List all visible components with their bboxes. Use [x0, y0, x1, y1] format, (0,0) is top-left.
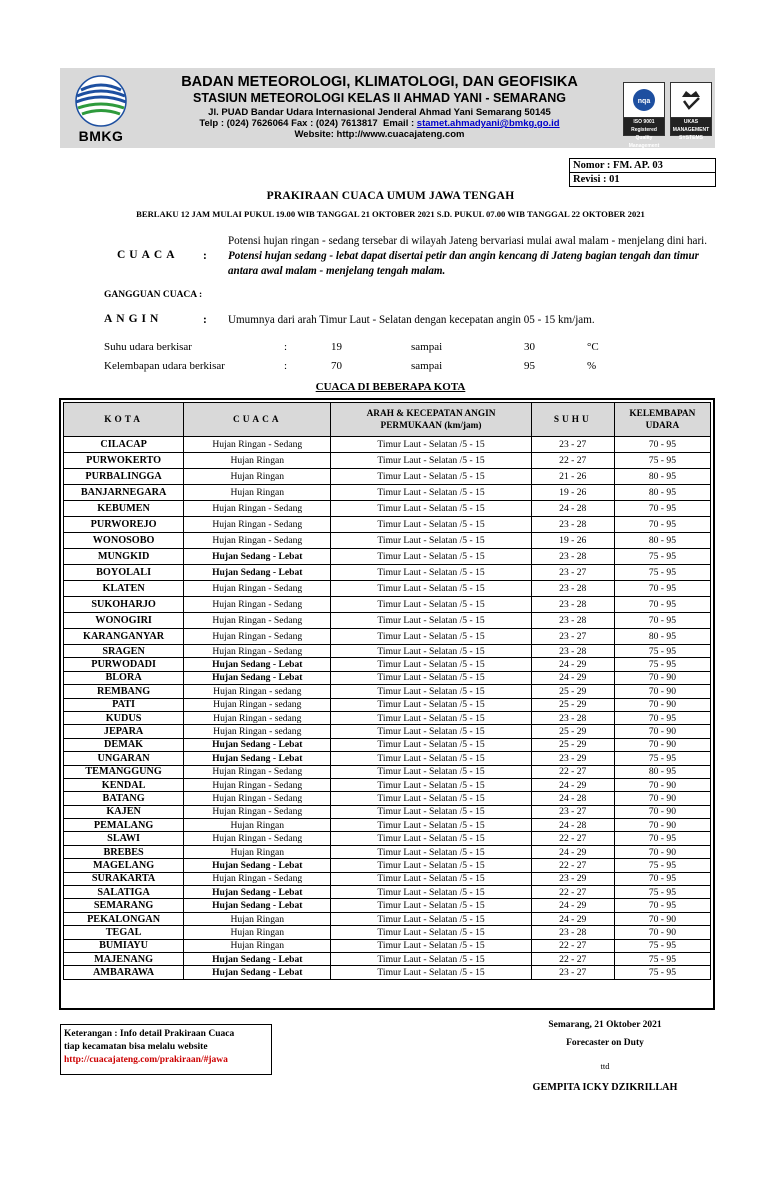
angin-cell: Timur Laut - Selatan /5 - 15 — [331, 501, 531, 517]
suhu-cell: 19 - 26 — [531, 533, 614, 549]
table-row — [64, 765, 711, 778]
kelembapan-cell: 70 - 95 — [614, 501, 710, 517]
suhu-colon: : — [284, 341, 288, 353]
angin-description: Umumnya dari arah Timur Laut - Selatan dengan kecepatan angin 05 - 15 km/jam. — [228, 314, 595, 326]
phone-fax: Telp : (024) 7626064 Fax : (024) 7613817 — [199, 118, 378, 129]
letterhead-text — [152, 74, 607, 140]
table-row — [64, 899, 711, 912]
suhu-cell: 22 - 27 — [531, 952, 614, 965]
cuaca-cell: Hujan Sedang - Lebat — [184, 952, 331, 965]
cuaca-cell: Hujan Ringan — [184, 453, 331, 469]
cuaca-cell: Hujan Ringan - Sedang — [184, 832, 331, 845]
cuaca-cell: Hujan Ringan - Sedang — [184, 805, 331, 818]
keterangan-link[interactable]: http://cuacajateng.com/prakiraan/#jawa — [64, 1055, 228, 1065]
suhu-cell: 23 - 28 — [531, 517, 614, 533]
kelembapan-cell: 75 - 95 — [614, 549, 710, 565]
validity-period: BERLAKU 12 JAM MULAI PUKUL 19.00 WIB TANGGAL 21 OKTOBER 2021 S.D. PUKUL 07.00 WIB TANGGAL 22 OKTOBER 2021 — [136, 209, 645, 219]
kota-cell: SALATIGA — [64, 886, 184, 899]
angin-cell: Timur Laut - Selatan /5 - 15 — [331, 517, 531, 533]
kelembapan-cell: 70 - 90 — [614, 926, 710, 939]
angin-cell: Timur Laut - Selatan /5 - 15 — [331, 765, 531, 778]
cuaca-cell: Hujan Ringan - Sedang — [184, 501, 331, 517]
revisi: Revisi : 01 — [573, 174, 620, 185]
kota-cell: TEGAL — [64, 926, 184, 939]
document-reference-box — [569, 158, 716, 187]
table-title — [0, 381, 781, 393]
kota-cell: BLORA — [64, 671, 184, 684]
angin-cell: Timur Laut - Selatan /5 - 15 — [331, 832, 531, 845]
suhu-cell: 22 - 27 — [531, 886, 614, 899]
table-row — [64, 671, 711, 684]
table-row — [64, 952, 711, 965]
kota-cell: PEKALONGAN — [64, 912, 184, 925]
table-row — [64, 629, 711, 645]
table-row — [64, 533, 711, 549]
kelembapan-cell: 70 - 95 — [614, 872, 710, 885]
kelembapan-cell: 70 - 95 — [614, 899, 710, 912]
table-row — [64, 517, 711, 533]
angin-cell: Timur Laut - Selatan /5 - 15 — [331, 725, 531, 738]
suhu-cell: 23 - 28 — [531, 926, 614, 939]
table-body — [64, 437, 711, 980]
table-row — [64, 485, 711, 501]
kelembapan-cell: 70 - 90 — [614, 805, 710, 818]
forecast-table-frame — [59, 398, 715, 1010]
cuaca-cell: Hujan Sedang - Lebat — [184, 752, 331, 765]
suhu-min: 19 — [331, 341, 342, 353]
header-kelembapan: KELEMBAPAN UDARA — [614, 403, 710, 437]
table-row — [64, 912, 711, 925]
cuaca-description — [228, 234, 710, 279]
place-date: Semarang, 21 Oktober 2021 — [548, 1020, 662, 1030]
table-row — [64, 792, 711, 805]
kelembapan-cell: 80 - 95 — [614, 629, 710, 645]
keterangan-line1: Keterangan : Info detail Prakiraan Cuaca — [64, 1029, 235, 1039]
table-row — [64, 845, 711, 858]
kota-cell: REMBANG — [64, 685, 184, 698]
cuaca-cell: Hujan Ringan - Sedang — [184, 517, 331, 533]
suhu-cell: 23 - 29 — [531, 872, 614, 885]
angin-cell: Timur Laut - Selatan /5 - 15 — [331, 711, 531, 724]
kota-cell: WONOSOBO — [64, 533, 184, 549]
suhu-cell: 23 - 27 — [531, 966, 614, 979]
cuaca-cell: Hujan Ringan - Sedang — [184, 597, 331, 613]
cuaca-cell: Hujan Ringan - sedang — [184, 698, 331, 711]
kota-cell: CILACAP — [64, 437, 184, 453]
suhu-cell: 23 - 28 — [531, 549, 614, 565]
kelembapan-cell: 70 - 95 — [614, 581, 710, 597]
kota-cell: PATI — [64, 698, 184, 711]
table-row — [64, 832, 711, 845]
kota-cell: BREBES — [64, 845, 184, 858]
kota-cell: AMBARAWA — [64, 966, 184, 979]
logo-text: BMKG — [78, 128, 124, 144]
table-row — [64, 581, 711, 597]
header-kota: KOTA — [64, 403, 184, 437]
kelembapan-cell: 70 - 90 — [614, 698, 710, 711]
kelembapan-cell: 75 - 95 — [614, 645, 710, 658]
kelembapan-cell: 70 - 90 — [614, 912, 710, 925]
angin-cell: Timur Laut - Selatan /5 - 15 — [331, 926, 531, 939]
header-cuaca: CUACA — [184, 403, 331, 437]
kelembapan-cell: 70 - 95 — [614, 613, 710, 629]
kota-cell: SUKOHARJO — [64, 597, 184, 613]
cuaca-cell: Hujan Ringan — [184, 469, 331, 485]
kota-cell: SEMARANG — [64, 899, 184, 912]
iso-certificate-badge — [623, 82, 665, 149]
kelembapan-cell: 70 - 90 — [614, 778, 710, 791]
kelembapan-label: Kelembapan udara berkisar — [104, 360, 225, 372]
table-row — [64, 645, 711, 658]
angin-cell: Timur Laut - Selatan /5 - 15 — [331, 845, 531, 858]
kota-cell: SLAWI — [64, 832, 184, 845]
angin-cell: Timur Laut - Selatan /5 - 15 — [331, 453, 531, 469]
suhu-cell: 19 - 26 — [531, 485, 614, 501]
angin-cell: Timur Laut - Selatan /5 - 15 — [331, 792, 531, 805]
kelembapan-cell: 75 - 95 — [614, 453, 710, 469]
kota-cell: KEBUMEN — [64, 501, 184, 517]
kota-cell: KAJEN — [64, 805, 184, 818]
cuaca-cell: Hujan Ringan - Sedang — [184, 872, 331, 885]
suhu-cell: 22 - 27 — [531, 832, 614, 845]
kelembapan-unit: % — [587, 360, 597, 372]
angin-cell: Timur Laut - Selatan /5 - 15 — [331, 597, 531, 613]
kota-cell: MAGELANG — [64, 859, 184, 872]
cuaca-cell: Hujan Ringan — [184, 485, 331, 501]
kelembapan-cell: 70 - 95 — [614, 517, 710, 533]
angin-cell: Timur Laut - Selatan /5 - 15 — [331, 581, 531, 597]
table-row — [64, 738, 711, 751]
kota-cell: TEMANGGUNG — [64, 765, 184, 778]
table-row — [64, 711, 711, 724]
kota-cell: BANJARNEGARA — [64, 485, 184, 501]
kelembapan-cell: 70 - 90 — [614, 792, 710, 805]
suhu-cell: 23 - 27 — [531, 565, 614, 581]
angin-cell: Timur Laut - Selatan /5 - 15 — [331, 738, 531, 751]
angin-cell: Timur Laut - Selatan /5 - 15 — [331, 629, 531, 645]
angin-cell: Timur Laut - Selatan /5 - 15 — [331, 872, 531, 885]
kelembapan-max: 95 — [524, 360, 535, 372]
cuaca-cell: Hujan Sedang - Lebat — [184, 966, 331, 979]
kota-cell: KLATEN — [64, 581, 184, 597]
suhu-cell: 23 - 28 — [531, 645, 614, 658]
kota-cell: SURAKARTA — [64, 872, 184, 885]
email-label: Email : — [382, 118, 415, 129]
angin-cell: Timur Laut - Selatan /5 - 15 — [331, 533, 531, 549]
agency-name: BADAN METEOROLOGI, KLIMATOLOGI, DAN GEOFISIKA — [181, 74, 578, 90]
forecaster-name: GEMPITA ICKY DZIKRILLAH — [532, 1082, 678, 1093]
table-header-row — [64, 403, 711, 437]
cuaca-cell: Hujan Ringan - Sedang — [184, 645, 331, 658]
forecaster-role: Forecaster on Duty — [566, 1038, 644, 1048]
table-row — [64, 501, 711, 517]
kota-cell: JEPARA — [64, 725, 184, 738]
kelembapan-cell: 75 - 95 — [614, 966, 710, 979]
cuaca-cell: Hujan Ringan - Sedang — [184, 533, 331, 549]
kelembapan-cell: 75 - 95 — [614, 886, 710, 899]
suhu-cell: 22 - 27 — [531, 939, 614, 952]
suhu-cell: 23 - 27 — [531, 629, 614, 645]
suhu-cell: 24 - 29 — [531, 671, 614, 684]
angin-cell: Timur Laut - Selatan /5 - 15 — [331, 752, 531, 765]
email-link[interactable]: stamet.ahmadyani@bmkg.go.id — [416, 118, 560, 129]
kota-cell: KUDUS — [64, 711, 184, 724]
kota-cell: PURBALINGGA — [64, 469, 184, 485]
keterangan-line2: tiap kecamatan bisa melalu website — [64, 1042, 208, 1052]
table-row — [64, 698, 711, 711]
kelembapan-sampai: sampai — [411, 360, 443, 372]
ukas-certificate-badge — [670, 82, 712, 141]
angin-cell: Timur Laut - Selatan /5 - 15 — [331, 912, 531, 925]
kelembapan-cell: 70 - 90 — [614, 819, 710, 832]
cuaca-cell: Hujan Ringan — [184, 819, 331, 832]
ukas-crown-tick-icon — [678, 87, 704, 113]
table-row — [64, 613, 711, 629]
letterhead — [60, 68, 715, 148]
table-row — [64, 725, 711, 738]
kelembapan-cell: 70 - 90 — [614, 845, 710, 858]
kota-cell: BATANG — [64, 792, 184, 805]
keterangan-box — [60, 1024, 272, 1075]
kelembapan-cell: 75 - 95 — [614, 952, 710, 965]
kelembapan-cell: 70 - 95 — [614, 437, 710, 453]
suhu-cell: 22 - 27 — [531, 453, 614, 469]
ttd: ttd — [600, 1061, 610, 1071]
table-row — [64, 658, 711, 671]
angin-cell: Timur Laut - Selatan /5 - 15 — [331, 952, 531, 965]
cuaca-cell: Hujan Ringan - Sedang — [184, 778, 331, 791]
header-angin: ARAH & KECEPATAN ANGIN PERMUKAAN (km/jam) — [331, 403, 531, 437]
kelembapan-cell: 80 - 95 — [614, 765, 710, 778]
table-row — [64, 819, 711, 832]
kota-cell: SRAGEN — [64, 645, 184, 658]
kelembapan-cell: 80 - 95 — [614, 533, 710, 549]
kota-cell: KARANGANYAR — [64, 629, 184, 645]
cuaca-cell: Hujan Ringan - Sedang — [184, 629, 331, 645]
angin-cell: Timur Laut - Selatan /5 - 15 — [331, 805, 531, 818]
kelembapan-cell: 75 - 95 — [614, 939, 710, 952]
kota-cell: WONOGIRI — [64, 613, 184, 629]
table-title-text: CUACA DI BEBERAPA KOTA — [315, 381, 466, 393]
cuaca-cell: Hujan Ringan - Sedang — [184, 613, 331, 629]
suhu-cell: 24 - 29 — [531, 899, 614, 912]
kelembapan-cell: 70 - 90 — [614, 738, 710, 751]
kota-cell: BUMIAYU — [64, 939, 184, 952]
cuaca-cell: Hujan Ringan — [184, 939, 331, 952]
suhu-cell: 25 - 29 — [531, 725, 614, 738]
angin-cell: Timur Laut - Selatan /5 - 15 — [331, 549, 531, 565]
cuaca-cell: Hujan Sedang - Lebat — [184, 738, 331, 751]
table-row — [64, 778, 711, 791]
station-name: STASIUN METEOROLOGI KELAS II AHMAD YANI - SEMARANG — [193, 91, 566, 105]
suhu-cell: 23 - 28 — [531, 581, 614, 597]
cuaca-cell: Hujan Sedang - Lebat — [184, 565, 331, 581]
angin-colon: : — [203, 314, 207, 326]
suhu-sampai: sampai — [411, 341, 443, 353]
nqa-iso-icon — [631, 87, 657, 113]
cuaca-cell: Hujan Ringan — [184, 926, 331, 939]
suhu-unit: °C — [587, 341, 599, 353]
kelembapan-cell: 80 - 95 — [614, 469, 710, 485]
table-row — [64, 966, 711, 979]
kelembapan-cell: 80 - 95 — [614, 485, 710, 501]
cuaca-text: Potensi hujan ringan - sedang tersebar di wilayah Jateng bervariasi mulai awal malam - menjelang dini hari. — [228, 235, 708, 247]
suhu-cell: 24 - 28 — [531, 501, 614, 517]
table-row — [64, 469, 711, 485]
suhu-cell: 24 - 29 — [531, 912, 614, 925]
suhu-cell: 23 - 28 — [531, 711, 614, 724]
table-row — [64, 437, 711, 453]
nomor: Nomor : FM. AP. 03 — [570, 159, 715, 173]
kelembapan-cell: 70 - 95 — [614, 832, 710, 845]
suhu-cell: 23 - 28 — [531, 597, 614, 613]
angin-cell: Timur Laut - Selatan /5 - 15 — [331, 485, 531, 501]
cuaca-cell: Hujan Ringan — [184, 845, 331, 858]
suhu-label: Suhu udara berkisar — [104, 341, 192, 353]
angin-cell: Timur Laut - Selatan /5 - 15 — [331, 613, 531, 629]
cuaca-cell: Hujan Ringan - sedang — [184, 711, 331, 724]
cuaca-cell: Hujan Sedang - Lebat — [184, 899, 331, 912]
cuaca-cell: Hujan Ringan - Sedang — [184, 581, 331, 597]
kota-cell: PEMALANG — [64, 819, 184, 832]
suhu-cell: 24 - 29 — [531, 845, 614, 858]
suhu-cell: 24 - 28 — [531, 792, 614, 805]
cuaca-cell: Hujan Sedang - Lebat — [184, 549, 331, 565]
kelembapan-cell: 70 - 90 — [614, 685, 710, 698]
angin-cell: Timur Laut - Selatan /5 - 15 — [331, 886, 531, 899]
cuaca-cell: Hujan Sedang - Lebat — [184, 671, 331, 684]
suhu-cell: 21 - 26 — [531, 469, 614, 485]
gangguan-cuaca-label: GANGGUAN CUACA : — [104, 290, 203, 300]
suhu-cell: 23 - 27 — [531, 805, 614, 818]
kelembapan-cell: 75 - 95 — [614, 752, 710, 765]
cuaca-colon: : — [203, 250, 207, 262]
suhu-cell: 23 - 29 — [531, 752, 614, 765]
cuaca-cell: Hujan Ringan - Sedang — [184, 765, 331, 778]
angin-cell: Timur Laut - Selatan /5 - 15 — [331, 698, 531, 711]
suhu-cell: 23 - 27 — [531, 437, 614, 453]
table-row — [64, 565, 711, 581]
table-row — [64, 597, 711, 613]
suhu-cell: 22 - 27 — [531, 765, 614, 778]
cuaca-cell: Hujan Sedang - Lebat — [184, 886, 331, 899]
cuaca-cell: Hujan Ringan — [184, 912, 331, 925]
ukas-label: UKAS MANAGEMENT SYSTEMS — [672, 119, 710, 141]
angin-cell: Timur Laut - Selatan /5 - 15 — [331, 778, 531, 791]
angin-cell: Timur Laut - Selatan /5 - 15 — [331, 671, 531, 684]
kota-cell: PURWODADI — [64, 658, 184, 671]
suhu-cell: 24 - 29 — [531, 778, 614, 791]
cuaca-cell: Hujan Sedang - Lebat — [184, 859, 331, 872]
kelembapan-cell: 70 - 95 — [614, 711, 710, 724]
kota-cell: BOYOLALI — [64, 565, 184, 581]
kota-cell: KENDAL — [64, 778, 184, 791]
suhu-cell: 23 - 28 — [531, 613, 614, 629]
bmkg-emblem-icon — [68, 74, 134, 128]
angin-cell: Timur Laut - Selatan /5 - 15 — [331, 685, 531, 698]
angin-cell: Timur Laut - Selatan /5 - 15 — [331, 966, 531, 979]
angin-cell: Timur Laut - Selatan /5 - 15 — [331, 658, 531, 671]
table-row — [64, 453, 711, 469]
table-row — [64, 872, 711, 885]
iso-label: ISO 9001 Registered Quality Management — [624, 118, 664, 135]
contact-line — [152, 118, 607, 129]
kota-cell: PURWOREJO — [64, 517, 184, 533]
kelembapan-cell: 70 - 90 — [614, 725, 710, 738]
table-row — [64, 886, 711, 899]
table-row — [64, 805, 711, 818]
kota-cell: MAJENANG — [64, 952, 184, 965]
angin-cell: Timur Laut - Selatan /5 - 15 — [331, 859, 531, 872]
table-row — [64, 939, 711, 952]
cuaca-cell: Hujan Ringan - Sedang — [184, 792, 331, 805]
suhu-cell: 25 - 29 — [531, 738, 614, 751]
table-row — [64, 926, 711, 939]
angin-cell: Timur Laut - Selatan /5 - 15 — [331, 437, 531, 453]
table-row — [64, 685, 711, 698]
forecast-table — [63, 402, 711, 980]
suhu-cell: 22 - 27 — [531, 859, 614, 872]
svg-text:nqa: nqa — [637, 98, 651, 105]
angin-cell: Timur Laut - Selatan /5 - 15 — [331, 565, 531, 581]
suhu-cell: 24 - 29 — [531, 658, 614, 671]
kelembapan-cell: 70 - 95 — [614, 597, 710, 613]
kelembapan-cell: 75 - 95 — [614, 565, 710, 581]
angin-cell: Timur Laut - Selatan /5 - 15 — [331, 819, 531, 832]
cuaca-label: CUACA — [117, 249, 179, 261]
kelembapan-cell: 75 - 95 — [614, 859, 710, 872]
angin-cell: Timur Laut - Selatan /5 - 15 — [331, 645, 531, 658]
kota-cell: UNGARAN — [64, 752, 184, 765]
page-title: PRAKIRAAN CUACA UMUM JAWA TENGAH — [266, 190, 515, 202]
table-row — [64, 752, 711, 765]
cuaca-text-bold: Potensi hujan sedang - lebat dapat disertai petir dan angin kencang di Jateng bagian tengah dan timur antara awal malam - menjelang tengah malam. — [228, 250, 699, 277]
header-suhu: SUHU — [531, 403, 614, 437]
cuaca-cell: Hujan Ringan - sedang — [184, 725, 331, 738]
suhu-cell: 24 - 28 — [531, 819, 614, 832]
cuaca-cell: Hujan Ringan - sedang — [184, 685, 331, 698]
angin-cell: Timur Laut - Selatan /5 - 15 — [331, 939, 531, 952]
kota-cell: PURWOKERTO — [64, 453, 184, 469]
table-row — [64, 859, 711, 872]
kelembapan-min: 70 — [331, 360, 342, 372]
table-row — [64, 549, 711, 565]
angin-cell: Timur Laut - Selatan /5 - 15 — [331, 469, 531, 485]
website[interactable]: Website: http://www.cuacajateng.com — [294, 129, 465, 140]
suhu-cell: 25 - 29 — [531, 685, 614, 698]
suhu-cell: 25 - 29 — [531, 698, 614, 711]
kota-cell: MUNGKID — [64, 549, 184, 565]
address: Jl. PUAD Bandar Udara Internasional Jenderal Ahmad Yani Semarang 50145 — [208, 107, 551, 118]
angin-cell: Timur Laut - Selatan /5 - 15 — [331, 899, 531, 912]
cuaca-cell: Hujan Sedang - Lebat — [184, 658, 331, 671]
suhu-max: 30 — [524, 341, 535, 353]
kelembapan-colon: : — [284, 360, 288, 372]
kota-cell: DEMAK — [64, 738, 184, 751]
kelembapan-cell: 75 - 95 — [614, 658, 710, 671]
kelembapan-cell: 70 - 90 — [614, 671, 710, 684]
angin-label: ANGIN — [104, 313, 163, 325]
cuaca-cell: Hujan Ringan - Sedang — [184, 437, 331, 453]
bmkg-logo — [68, 74, 134, 144]
